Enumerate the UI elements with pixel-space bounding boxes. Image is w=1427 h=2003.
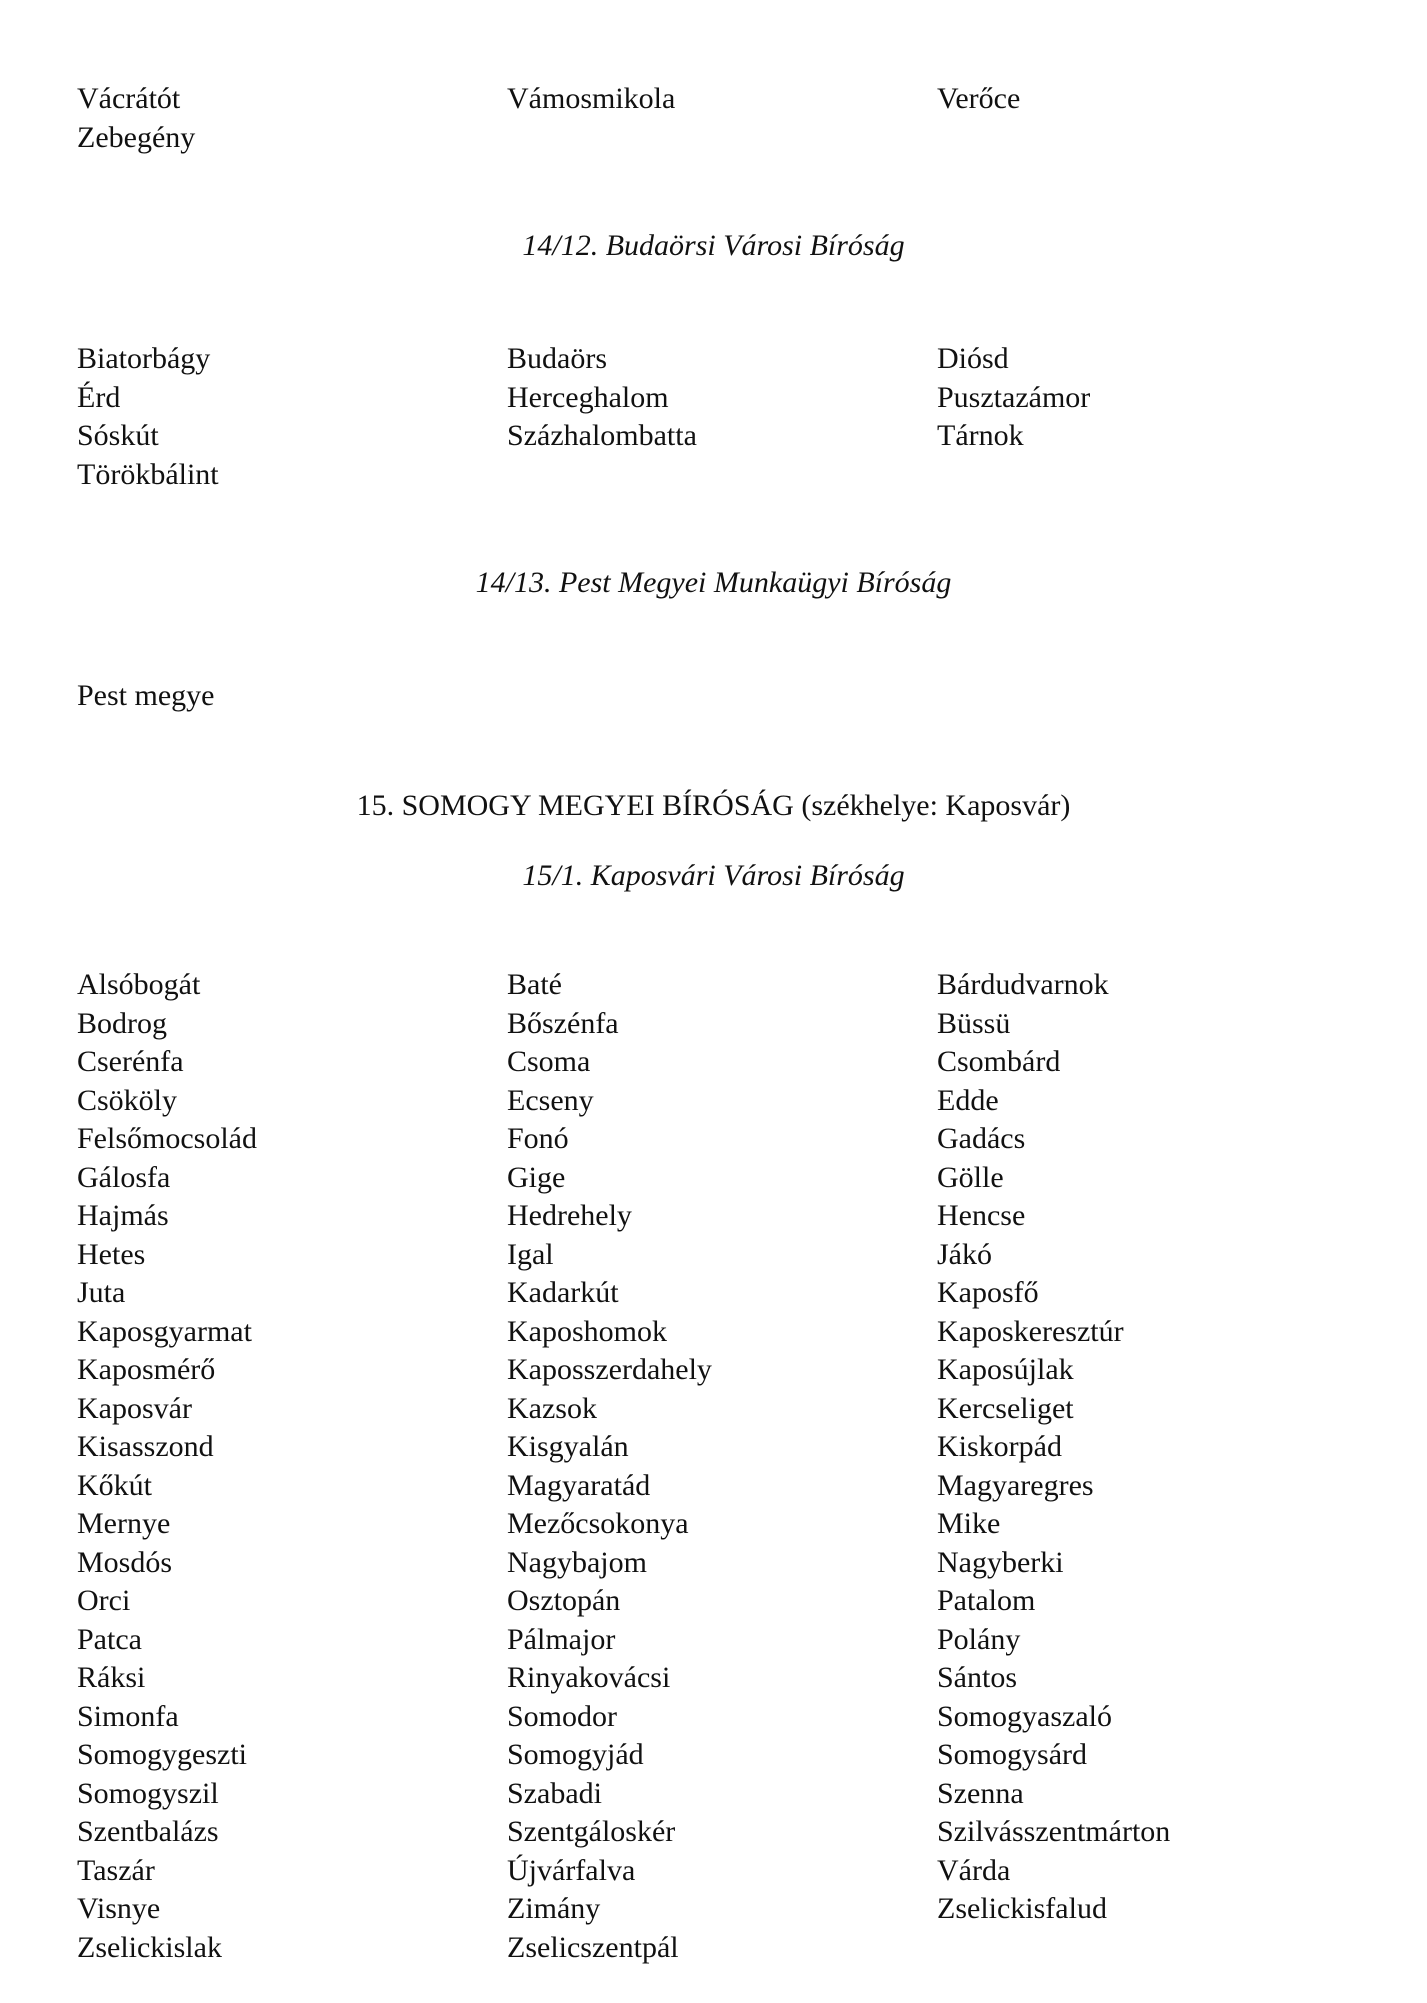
settlement-name: Szabadi: [507, 1776, 602, 1810]
settlement-name: Rinyakovácsi: [507, 1661, 671, 1694]
settlement-name: Biatorbágy: [77, 342, 211, 375]
list-row: [77, 80, 1227, 119]
settlement-name: Patca: [77, 1622, 142, 1656]
settlement-name: Gölle: [937, 1160, 1004, 1194]
settlement-name: Zebegény: [77, 120, 196, 154]
list-row: [77, 1082, 1227, 1121]
list-row: [77, 1813, 1227, 1852]
settlement-name: Büssü: [937, 1006, 1011, 1040]
settlement-name: Verőce: [937, 82, 1021, 115]
list-row: [77, 1313, 1227, 1352]
list-row: [77, 1544, 1227, 1583]
list-row: [77, 1775, 1227, 1814]
settlement-name: Ráksi: [77, 1661, 146, 1694]
settlement-name: Somogyjád: [507, 1738, 644, 1771]
settlement-name: Pálmajor: [507, 1622, 616, 1656]
list-row: [77, 1621, 1227, 1660]
settlement-name: Jákó: [937, 1237, 992, 1271]
settlement-name: Orci: [77, 1584, 131, 1617]
settlement-name: Mosdós: [77, 1545, 173, 1579]
settlement-name: Kaposvár: [77, 1391, 192, 1425]
list-row: [77, 1390, 1227, 1429]
settlement-name: Százhalombatta: [507, 419, 697, 452]
settlement-name: Somodor: [507, 1699, 618, 1733]
settlement-name: Baté: [507, 968, 562, 1001]
settlement-name: Cserénfa: [77, 1045, 184, 1078]
settlement-name: Gige: [507, 1160, 566, 1194]
settlement-name: Zselicszentpál: [507, 1930, 679, 1964]
settlement-name: Vácrátót: [77, 82, 181, 115]
settlement-name: Herceghalom: [507, 380, 669, 414]
settlement-name: Simonfa: [77, 1699, 179, 1733]
settlement-name: Csoma: [507, 1045, 591, 1078]
settlement-name: Fonó: [507, 1122, 569, 1155]
settlement-name: Bőszénfa: [507, 1006, 619, 1040]
settlement-name: Osztopán: [507, 1584, 621, 1617]
settlement-name: Csököly: [77, 1083, 178, 1117]
settlement-name: Taszár: [77, 1853, 155, 1887]
settlement-name: Juta: [77, 1276, 126, 1309]
list-row: [77, 417, 1227, 456]
settlement-name: Igal: [507, 1237, 554, 1271]
settlement-name: Somogysárd: [937, 1738, 1087, 1771]
list-row: [77, 1351, 1227, 1390]
settlement-name: Somogyaszaló: [937, 1699, 1112, 1733]
settlement-name: Vámosmikola: [507, 82, 676, 115]
list-row: [77, 1043, 1227, 1082]
settlement-name: Felsőmocsolád: [77, 1122, 257, 1155]
settlement-name: Szentgáloskér: [507, 1815, 676, 1848]
settlement-name: Bodrog: [77, 1006, 167, 1040]
settlement-name: Hencse: [937, 1199, 1026, 1232]
settlement-name: Kazsok: [507, 1391, 597, 1425]
settlement-name: Érd: [77, 380, 121, 414]
list-row: [77, 966, 1227, 1005]
list-row: [77, 1852, 1227, 1891]
list-row: [77, 119, 1227, 158]
settlement-name: Kisasszond: [77, 1430, 214, 1463]
list-row: [77, 340, 1227, 379]
settlement-name: Kaposújlak: [937, 1353, 1074, 1386]
court-heading-14-13: 14/13. Pest Megyei Munkaügyi Bíróság: [475, 566, 952, 599]
settlement-name: Polány: [937, 1622, 1021, 1656]
settlement-name: Várda: [937, 1853, 1011, 1887]
list-row: [77, 379, 1227, 418]
settlement-name: Tárnok: [937, 419, 1024, 452]
settlement-name: Kadarkút: [507, 1276, 619, 1309]
settlement-name: Kaposkeresztúr: [937, 1314, 1124, 1348]
settlement-name: Ecseny: [507, 1083, 594, 1117]
list-row: [77, 1274, 1227, 1313]
settlement-name: Szilvásszentmárton: [937, 1815, 1171, 1848]
settlement-name: Nagyberki: [937, 1545, 1064, 1579]
list-row: [77, 1890, 1227, 1929]
list-row: [77, 1659, 1227, 1698]
list-row: [77, 1428, 1227, 1467]
settlement-name: Sántos: [937, 1661, 1018, 1694]
settlement-name: Visnye: [77, 1892, 161, 1925]
list-row: [77, 1582, 1227, 1621]
settlement-name: Kisgyalán: [507, 1430, 629, 1463]
settlement-name: Nagybajom: [507, 1545, 647, 1579]
settlement-name: Bárdudvarnok: [937, 968, 1109, 1001]
court-heading-15-1: 15/1. Kaposvári Városi Bíróság: [522, 859, 905, 892]
settlement-name: Csombárd: [937, 1045, 1061, 1078]
settlement-name: Kaposszerdahely: [507, 1353, 712, 1386]
list-row: [77, 1120, 1227, 1159]
settlement-list-budaors: [77, 340, 1227, 494]
settlement-name: Kaposhomok: [507, 1314, 667, 1348]
settlement-name: Kaposgyarmat: [77, 1314, 252, 1348]
settlement-name: Hetes: [77, 1237, 146, 1271]
settlement-name: Szenna: [937, 1776, 1024, 1810]
list-row: [77, 1467, 1227, 1506]
settlement-name: Magyaratád: [507, 1468, 651, 1502]
jurisdiction-text-pest-megye: Pest megye: [77, 679, 215, 712]
settlement-name: Gálosfa: [77, 1160, 171, 1194]
settlement-name: Sóskút: [77, 419, 159, 452]
settlement-name: Mernye: [77, 1507, 171, 1540]
settlement-name: Kiskorpád: [937, 1430, 1062, 1463]
settlement-name: Zselickisfalud: [937, 1892, 1107, 1925]
settlement-name: Hajmás: [77, 1199, 169, 1232]
settlement-name: Hedrehely: [507, 1199, 632, 1232]
settlement-name: Somogyszil: [77, 1776, 219, 1810]
settlement-name: Mezőcsokonya: [507, 1507, 689, 1540]
settlement-name: Diósd: [937, 342, 1009, 375]
settlement-name: Kercseliget: [937, 1391, 1074, 1425]
settlement-name: Budaörs: [507, 342, 607, 375]
settlement-name: Zimány: [507, 1892, 601, 1925]
list-row: [77, 1197, 1227, 1236]
list-row: [77, 1698, 1227, 1737]
list-row: [77, 456, 1227, 495]
list-row: [77, 1005, 1227, 1044]
settlement-list-continued: [77, 80, 1227, 157]
settlement-name: Somogygeszti: [77, 1738, 247, 1771]
county-court-heading-15: 15. SOMOGY MEGYEI BÍRÓSÁG (székhelye: Kaposvár): [356, 789, 1071, 822]
settlement-name: Kaposmérő: [77, 1353, 216, 1386]
list-row: [77, 1736, 1227, 1775]
settlement-name: Alsóbogát: [77, 968, 201, 1001]
settlement-name: Zselickislak: [77, 1930, 222, 1964]
settlement-name: Kőkút: [77, 1468, 152, 1502]
list-row: [77, 1929, 1227, 1968]
settlement-name: Edde: [937, 1083, 999, 1117]
list-row: [77, 1159, 1227, 1198]
settlement-name: Magyaregres: [937, 1468, 1094, 1502]
list-row: [77, 1236, 1227, 1275]
settlement-name: Patalom: [937, 1584, 1036, 1617]
settlement-name: Szentbalázs: [77, 1815, 219, 1848]
settlement-name: Pusztazámor: [937, 380, 1091, 414]
settlement-list-kaposvar: [77, 966, 1227, 1967]
settlement-name: Újvárfalva: [507, 1853, 636, 1887]
list-row: [77, 1505, 1227, 1544]
settlement-name: Kaposfő: [937, 1276, 1039, 1309]
settlement-name: Mike: [937, 1507, 1001, 1540]
settlement-name: Törökbálint: [77, 457, 219, 491]
court-heading-14-12: 14/12. Budaörsi Városi Bíróság: [522, 229, 905, 262]
settlement-name: Gadács: [937, 1122, 1026, 1155]
